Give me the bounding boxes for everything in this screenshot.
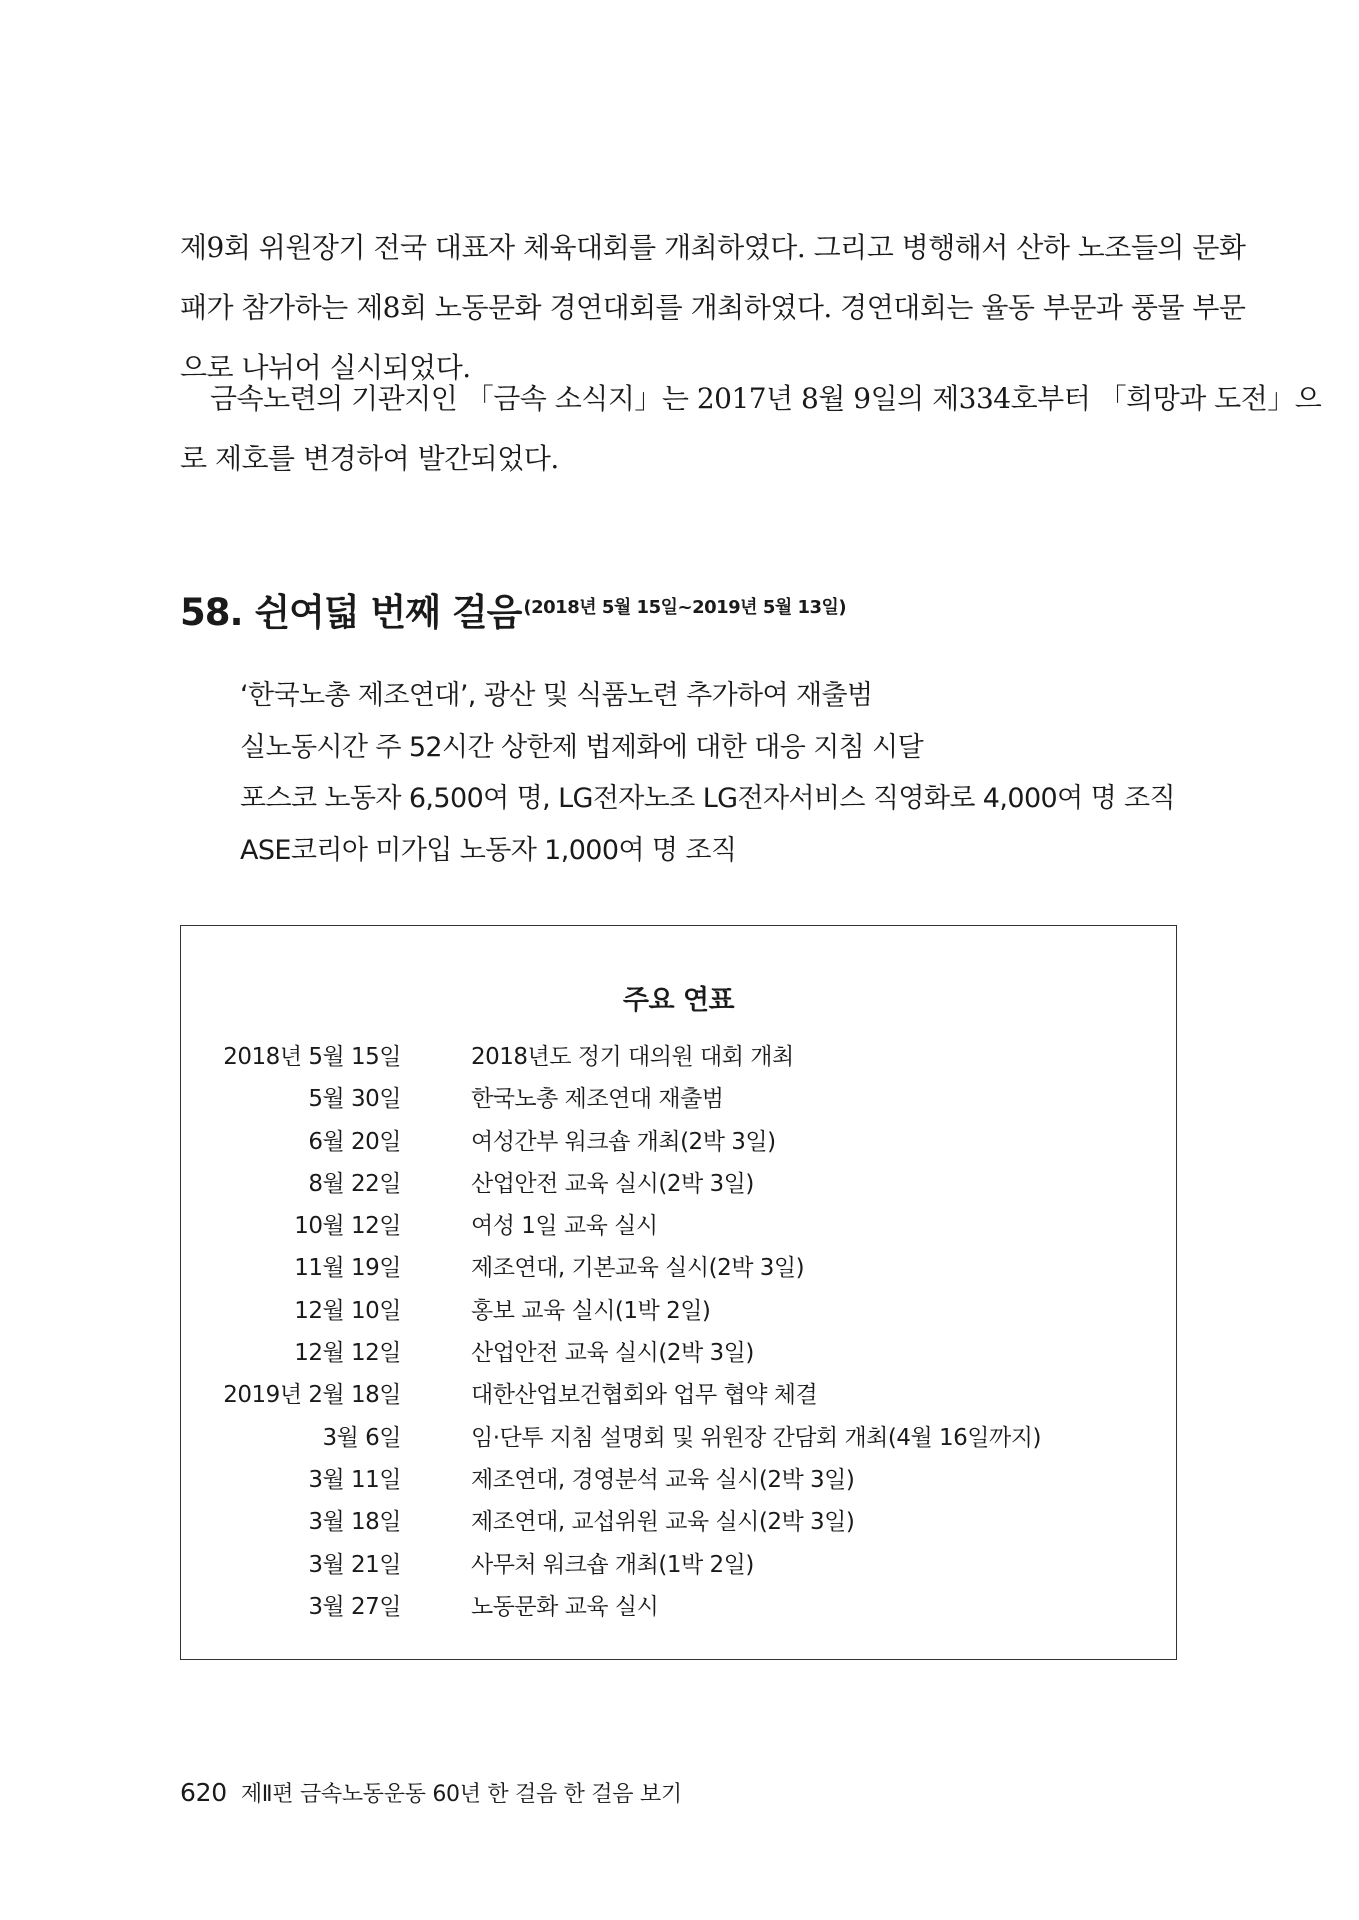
timeline-row [181, 1290, 1176, 1332]
timeline-date: 8월 22일 [308, 1170, 401, 1197]
summary-item: 포스코 노동자 6,500여 명, LG전자노조 LG전자서비스 직영화로 4,000여 명 조직 [240, 783, 1175, 814]
timeline-event: 여성 1일 교육 실시 [471, 1213, 658, 1240]
timeline-event: 제조연대, 기본교육 실시(2박 3일) [471, 1255, 805, 1282]
timeline-title: 주요 연표 [622, 985, 735, 1016]
timeline-row [181, 1247, 1176, 1289]
timeline-date: 10월 12일 [294, 1213, 401, 1240]
timeline-row [181, 1459, 1176, 1501]
timeline-event: 홍보 교육 실시(1박 2일) [471, 1297, 711, 1324]
page-footer [180, 1777, 682, 1808]
timeline-date: 5월 30일 [308, 1086, 401, 1113]
timeline-row [181, 1205, 1176, 1247]
timeline-event: 노동문화 교육 실시 [471, 1593, 659, 1620]
timeline-event: 산업안전 교육 실시(2박 3일) [471, 1340, 754, 1367]
timeline-row [181, 1374, 1176, 1416]
section-title: 58. 쉰여덟 번째 걸음 [180, 591, 522, 634]
timeline-event: 2018년도 정기 대의원 대회 개최 [471, 1044, 794, 1070]
timeline-event: 여성간부 워크숍 개최(2박 3일) [471, 1128, 776, 1155]
timeline-row [181, 1501, 1176, 1543]
timeline-date: 6월 20일 [308, 1128, 401, 1155]
timeline-event: 사무처 워크숍 개최(1박 2일) [471, 1551, 754, 1578]
timeline-box [180, 925, 1177, 1660]
page-number: 620 [180, 1778, 227, 1807]
timeline-row [181, 1036, 1176, 1078]
summary-item: ‘한국노총 제조연대’, 광산 및 식품노련 추가하여 재출범 [240, 680, 873, 711]
timeline-row [181, 1078, 1176, 1120]
summary-item: 실노동시간 주 52시간 상한제 법제화에 대한 대응 지침 시달 [240, 731, 924, 763]
paragraph-line: 금속노련의 기관지인 「금속 소식지」는 2017년 8월 9일의 제334호부터 「희망과 도전」으 [210, 382, 1322, 415]
timeline-date: 12월 12일 [294, 1340, 401, 1367]
timeline-date: 3월 27일 [308, 1593, 401, 1620]
timeline-event: 임·단투 지침 설명회 및 위원장 간담회 개최(4월 16일까지) [471, 1424, 1041, 1451]
timeline-event: 제조연대, 경영분석 교육 실시(2박 3일) [471, 1466, 855, 1493]
paragraph-line: 패가 참가하는 제8회 노동문화 경연대회를 개최하였다. 경연대회는 율동 부문과 풍물 부문 [180, 291, 1246, 324]
timeline-event: 제조연대, 교섭위원 교육 실시(2박 3일) [471, 1509, 855, 1536]
timeline-date: 2019년 2월 18일 [223, 1382, 401, 1409]
timeline-event: 대한산업보건협회와 업무 협약 체결 [471, 1382, 818, 1409]
timeline-event: 한국노총 제조연대 재출범 [471, 1086, 724, 1113]
section-heading [180, 582, 846, 636]
timeline-date: 12월 10일 [294, 1297, 401, 1324]
timeline-date: 3월 18일 [308, 1509, 401, 1536]
timeline-row [181, 1417, 1176, 1459]
timeline-event: 산업안전 교육 실시(2박 3일) [471, 1170, 754, 1197]
timeline-date: 2018년 5월 15일 [223, 1044, 401, 1070]
section-period: (2018년 5월 15일~2019년 5월 13일) [523, 597, 847, 618]
timeline-date: 3월 21일 [308, 1551, 401, 1578]
paragraph-line: 으로 나뉘어 실시되었다. [180, 351, 471, 384]
summary-list [240, 670, 1175, 876]
timeline-row [181, 1586, 1176, 1628]
running-title: 제Ⅱ편 금속노동운동 60년 한 걸음 한 걸음 보기 [240, 1782, 682, 1807]
timeline-row [181, 1332, 1176, 1374]
paragraph-line: 제9회 위원장기 전국 대표자 체육대회를 개최하였다. 그리고 병행해서 산하 노조들의 문화 [180, 231, 1246, 264]
timeline-date: 3월 6일 [322, 1424, 401, 1451]
timeline-row [181, 1544, 1176, 1586]
timeline-date: 3월 11일 [308, 1466, 401, 1493]
summary-item: ASE코리아 미가입 노동자 1,000여 명 조직 [240, 834, 737, 866]
timeline-rows [181, 1036, 1176, 1628]
timeline-date: 11월 19일 [294, 1255, 401, 1282]
paragraph-line: 로 제호를 변경하여 발간되었다. [180, 442, 559, 475]
timeline-row [181, 1163, 1176, 1205]
timeline-row [181, 1121, 1176, 1163]
bulletin-paragraph [180, 369, 1322, 489]
